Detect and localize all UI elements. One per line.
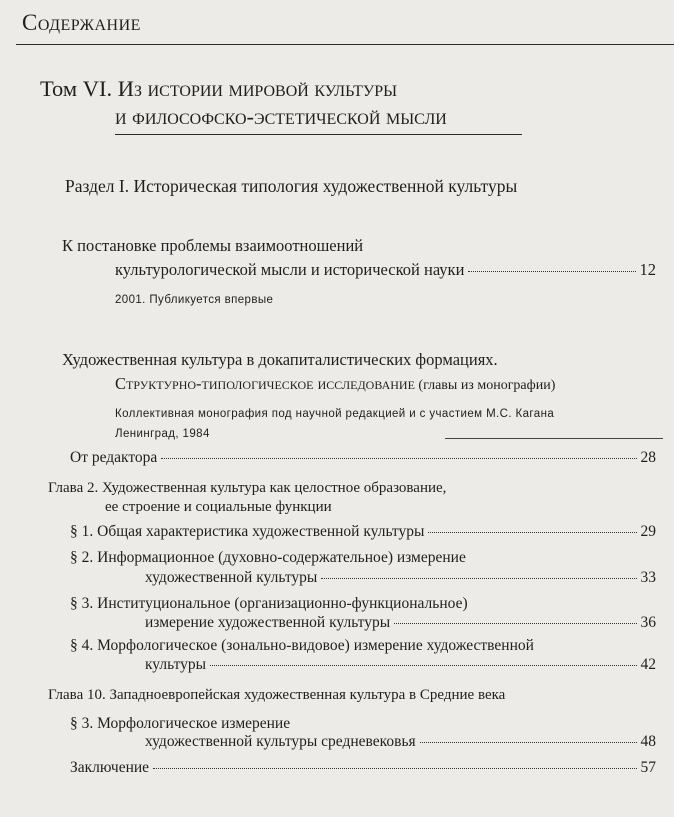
entry1-title-line2: культурологической мысли и исторической науки [115, 260, 465, 279]
toc-conclusion-label: Заключение [70, 759, 150, 776]
toc-conclusion-row [70, 759, 656, 777]
toc-s2-page: 33 [640, 569, 656, 586]
toc-editor-page: 28 [640, 449, 656, 466]
leader-dots [161, 458, 636, 459]
toc-s4-row [145, 656, 656, 674]
chapter10-title: Глава 10. Западноевропейская художественная культура в Средние века [48, 687, 506, 703]
entry2-title-line2: Структурно-типологическое исследование [115, 374, 415, 393]
entry2-meta-line2: Ленинград, 1984 [115, 428, 210, 440]
leader-dots [321, 578, 636, 579]
toc-s3-line2: измерение художественной культуры [145, 614, 391, 631]
toc-s3-line1: § 3. Институциональное (организационно-функциональное) [70, 595, 468, 612]
volume-title-text1: Из истории мировой культуры [117, 76, 398, 101]
toc-s1-row [70, 523, 656, 541]
toc-editor-row [70, 449, 656, 467]
leader-dots [468, 271, 635, 272]
leader-dots [428, 532, 636, 533]
chapter2-title-line2: ее строение и социальные функции [105, 499, 332, 515]
entry1-title-line1: К постановке проблемы взаимоотношений [62, 236, 364, 255]
entry2-title-note: (главы из монографии) [414, 378, 556, 393]
toc-s2-line2: художественной культуры [145, 569, 318, 586]
entry2-meta-line1: Коллективная монография под научной редакцией и с участием М.С. Кагана [115, 408, 555, 420]
entry1-title-line2-row [115, 260, 656, 280]
entry1-meta: 2001. Публикуется впервые [115, 294, 274, 306]
entry1-page: 12 [639, 260, 656, 279]
section-title: Раздел I. Историческая типология художественной культуры [65, 176, 518, 196]
toc-s10-3-line2: художественной культуры средневековья [145, 733, 416, 750]
leader-dots [394, 623, 636, 624]
toc-s3-page: 36 [640, 614, 656, 631]
toc-s1-label: § 1. Общая характеристика художественной культуры [70, 523, 425, 540]
toc-s10-3-page: 48 [640, 733, 656, 750]
toc-s10-3-row [145, 733, 656, 751]
toc-s4-line2: культуры [145, 656, 207, 673]
toc-s2-line1: § 2. Информационное (духовно-содержательное) измерение [70, 549, 466, 566]
toc-s4-page: 42 [640, 656, 656, 673]
chapter2-title-line1: Глава 2. Художественная культура как целостное образование, [48, 480, 447, 496]
entry2-title-line2-wrap [115, 374, 555, 394]
toc-s10-3-line1: § 3. Морфологическое измерение [70, 715, 291, 732]
leader-dots [153, 768, 636, 769]
page-heading: Содержание [22, 10, 141, 35]
header-divider [16, 44, 674, 45]
volume-prefix: Том VI. [40, 76, 113, 101]
leader-dots [420, 742, 637, 743]
toc-editor-label: От редактора [70, 449, 158, 466]
toc-conclusion-page: 57 [640, 759, 656, 776]
volume-title-line1 [40, 76, 397, 102]
toc-s4-line1: § 4. Морфологическое (зонально-видовое) измерение художественной [70, 637, 534, 654]
entry2-divider [445, 438, 663, 439]
entry2-title-line1: Художественная культура в докапиталистических формациях. [62, 350, 498, 369]
toc-s1-page: 29 [640, 523, 656, 540]
leader-dots [210, 665, 636, 666]
toc-s2-row [145, 569, 656, 587]
volume-title-line2: и философско-эстетической мысли [115, 104, 447, 129]
volume-divider [115, 134, 522, 135]
toc-s3-row [145, 614, 656, 632]
